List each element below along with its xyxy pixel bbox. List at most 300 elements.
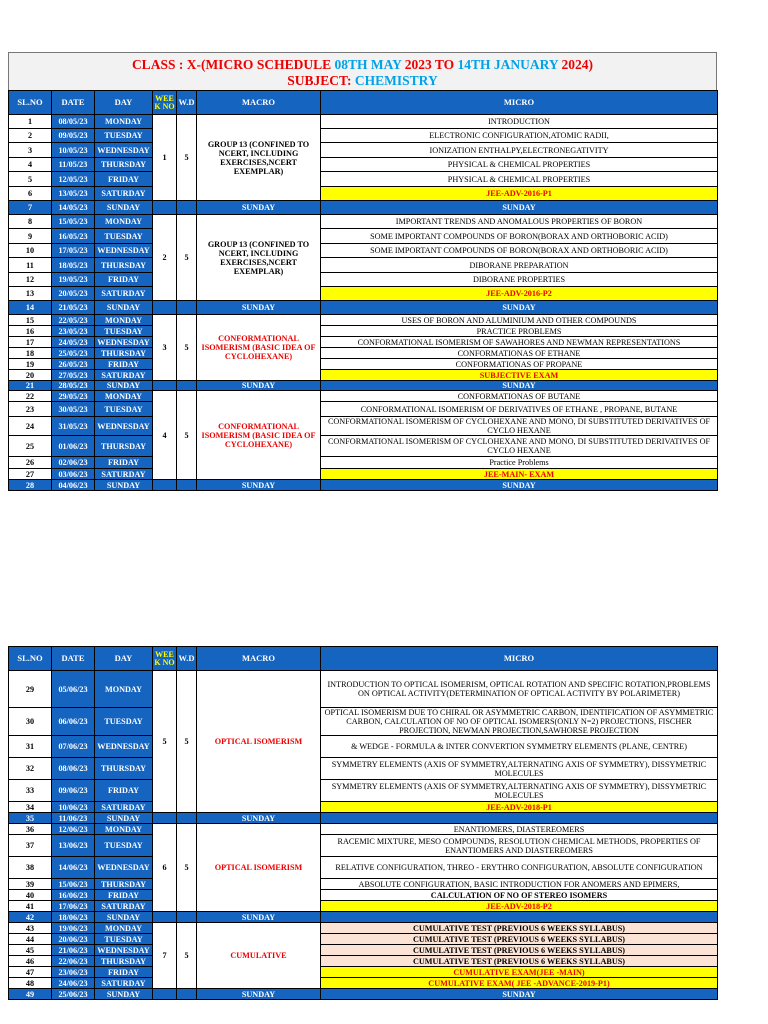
date-cell: 11/06/23 xyxy=(52,813,95,824)
working-days-cell: 5 xyxy=(177,115,197,201)
header-day: DAY xyxy=(95,647,153,671)
day-cell: THURSDAY xyxy=(95,348,153,359)
header-row xyxy=(9,647,718,671)
wd-cell xyxy=(177,301,197,315)
micro-topic-cell: CUMULATIVE TEST (PREVIOUS 6 WEEKS SYLLABUS) xyxy=(321,934,718,945)
date-cell: 05/06/23 xyxy=(52,671,95,708)
sunday-row xyxy=(9,480,718,491)
wd-cell xyxy=(177,480,197,491)
micro-topic-cell: IMPORTANT TRENDS AND ANOMALOUS PROPERTIES OF BORON xyxy=(321,215,718,229)
sl-no-cell: 18 xyxy=(9,348,52,359)
day-cell: FRIDAY xyxy=(95,780,153,802)
micro-topic-cell: JEE-ADV-2018-P2 xyxy=(321,901,718,912)
header-week: WEE K NO xyxy=(153,91,177,115)
schedule-sheet-1 xyxy=(8,52,717,491)
sl-no-cell: 7 xyxy=(9,201,52,215)
date-cell: 20/06/23 xyxy=(52,934,95,945)
date-cell: 04/06/23 xyxy=(52,480,95,491)
micro-topic-cell: ELECTRONIC CONFIGURATION,ATOMIC RADII, xyxy=(321,129,718,143)
day-cell: TUESDAY xyxy=(95,326,153,337)
sl-no-cell: 47 xyxy=(9,967,52,978)
week-cell xyxy=(153,480,177,491)
date-cell: 09/05/23 xyxy=(52,129,95,143)
day-cell: SUNDAY xyxy=(95,912,153,923)
date-cell: 18/05/23 xyxy=(52,258,95,273)
sl-no-cell: 15 xyxy=(9,315,52,326)
micro-topic-cell: DIBORANE PREPARATION xyxy=(321,258,718,273)
sl-no-cell: 42 xyxy=(9,912,52,923)
day-cell: FRIDAY xyxy=(95,359,153,370)
table-row xyxy=(9,258,718,273)
table-row xyxy=(9,956,718,967)
table-row xyxy=(9,172,718,187)
header-macro: MACRO xyxy=(197,647,321,671)
day-cell: SATURDAY xyxy=(95,978,153,989)
macro-cell: SUNDAY xyxy=(197,912,321,923)
date-cell: 03/06/23 xyxy=(52,469,95,480)
day-cell: MONDAY xyxy=(95,315,153,326)
day-cell: TUESDAY xyxy=(95,129,153,143)
week-cell xyxy=(153,301,177,315)
micro-topic-cell: CONFORMATIONAL ISOMERISM OF DERIVATIVES OF ETHANE , PROPANE, BUTANE xyxy=(321,402,718,417)
sl-no-cell: 10 xyxy=(9,244,52,258)
day-cell: TUESDAY xyxy=(95,708,153,736)
day-cell: SATURDAY xyxy=(95,370,153,381)
header-week: WEE K NO xyxy=(153,647,177,671)
micro-topic-cell: ENANTIOMERS, DIASTEREOMERS xyxy=(321,824,718,835)
working-days-cell: 5 xyxy=(177,923,197,989)
header-date: DATE xyxy=(52,647,95,671)
micro-topic-cell: RELATIVE CONFIGURATION, THREO - ERYTHRO CONFIGURATION, ABSOLUTE CONFIGURATION xyxy=(321,857,718,879)
sl-no-cell: 29 xyxy=(9,671,52,708)
table-row xyxy=(9,857,718,879)
table-row xyxy=(9,273,718,287)
day-cell: MONDAY xyxy=(95,115,153,129)
sl-no-cell: 43 xyxy=(9,923,52,934)
micro-topic-cell: INTRODUCTION xyxy=(321,115,718,129)
micro-topic-cell: CONFORMATIONAS OF BUTANE xyxy=(321,391,718,402)
date-cell: 10/06/23 xyxy=(52,802,95,813)
micro-topic-cell: ABSOLUTE CONFIGURATION, BASIC INTRODUCTION FOR ANOMERS AND EPIMERS, xyxy=(321,879,718,890)
header-macro: MACRO xyxy=(197,91,321,115)
macro-cell: SUNDAY xyxy=(197,381,321,391)
sl-no-cell: 4 xyxy=(9,158,52,172)
header-micro: MICRO xyxy=(321,91,718,115)
date-cell: 21/06/23 xyxy=(52,945,95,956)
micro-topic-cell: CUMULATIVE TEST (PREVIOUS 6 WEEKS SYLLABUS) xyxy=(321,956,718,967)
table-row xyxy=(9,158,718,172)
micro-topic-cell: PHYSICAL & CHEMICAL PROPERTIES xyxy=(321,172,718,187)
week-number-cell: 6 xyxy=(153,824,177,912)
day-cell: TUESDAY xyxy=(95,229,153,244)
date-cell: 23/06/23 xyxy=(52,967,95,978)
table-row xyxy=(9,337,718,348)
day-cell: MONDAY xyxy=(95,671,153,708)
sl-no-cell: 1 xyxy=(9,115,52,129)
sl-no-cell: 39 xyxy=(9,879,52,890)
table-row xyxy=(9,736,718,758)
sl-no-cell: 3 xyxy=(9,143,52,158)
micro-topic-cell: JEE-ADV-2016-P2 xyxy=(321,287,718,301)
sl-no-cell: 21 xyxy=(9,381,52,391)
table-row xyxy=(9,890,718,901)
sl-no-cell: 5 xyxy=(9,172,52,187)
micro-topic-cell: Practice Problems xyxy=(321,457,718,469)
table-row xyxy=(9,417,718,436)
sl-no-cell: 28 xyxy=(9,480,52,491)
sl-no-cell: 9 xyxy=(9,229,52,244)
date-cell: 25/05/23 xyxy=(52,348,95,359)
header-sl: SL.NO xyxy=(9,91,52,115)
schedule-table-1 xyxy=(8,90,718,491)
header-sl: SL.NO xyxy=(9,647,52,671)
micro-topic-cell: INTRODUCTION TO OPTICAL ISOMERISM, OPTICAL ROTATION AND SPECIFIC ROTATION,PROBLEMS ON OPTICAL ACTIVITY(DETERMINATION OF OPTICAL ACTIVITY BY POLARIMETER) xyxy=(321,671,718,708)
date-cell: 19/05/23 xyxy=(52,273,95,287)
date-cell: 15/06/23 xyxy=(52,879,95,890)
table-row xyxy=(9,802,718,813)
date-cell: 11/05/23 xyxy=(52,158,95,172)
micro-topic-cell: CONFORMATIONAL ISOMERISM OF CYCLOHEXANE AND MONO, DI SUBSTITUTED DERIVATIVES OF CYCLO HEXANE xyxy=(321,436,718,457)
micro-topic-cell: CONFORMATIONAL ISOMERISM OF SAWAHORES AND NEWMAN REPRESENTATIONS xyxy=(321,337,718,348)
table-row xyxy=(9,370,718,381)
day-cell: THURSDAY xyxy=(95,879,153,890)
wd-cell xyxy=(177,201,197,215)
date-cell: 16/06/23 xyxy=(52,890,95,901)
micro-cell: SUNDAY xyxy=(321,480,718,491)
micro-cell: SUNDAY xyxy=(321,301,718,315)
table-row xyxy=(9,115,718,129)
day-cell: MONDAY xyxy=(95,923,153,934)
date-cell: 06/06/23 xyxy=(52,708,95,736)
micro-topic-cell: USES OF BORON AND ALUMINIUM AND OTHER COMPOUNDS xyxy=(321,315,718,326)
table-row xyxy=(9,901,718,912)
date-cell: 24/06/23 xyxy=(52,978,95,989)
date-cell: 22/05/23 xyxy=(52,315,95,326)
day-cell: THURSDAY xyxy=(95,758,153,780)
micro-topic-cell: & WEDGE - FORMULA & INTER CONVERTION SYMMETRY ELEMENTS (PLANE, CENTRE) xyxy=(321,736,718,758)
micro-topic-cell: JEE-ADV-2016-P1 xyxy=(321,187,718,201)
day-cell: WEDNESDAY xyxy=(95,417,153,436)
sl-no-cell: 8 xyxy=(9,215,52,229)
date-cell: 20/05/23 xyxy=(52,287,95,301)
date-cell: 15/05/23 xyxy=(52,215,95,229)
macro-cell: SUNDAY xyxy=(197,989,321,1000)
sunday-row xyxy=(9,813,718,824)
table-row xyxy=(9,402,718,417)
sl-no-cell: 41 xyxy=(9,901,52,912)
table-row xyxy=(9,923,718,934)
day-cell: TUESDAY xyxy=(95,402,153,417)
week-cell xyxy=(153,813,177,824)
day-cell: SUNDAY xyxy=(95,201,153,215)
date-cell: 09/06/23 xyxy=(52,780,95,802)
micro-topic-cell: IONIZATION ENTHALPY,ELECTRONEGATIVITY xyxy=(321,143,718,158)
table-row xyxy=(9,708,718,736)
date-cell: 08/06/23 xyxy=(52,758,95,780)
sl-no-cell: 40 xyxy=(9,890,52,901)
table-row xyxy=(9,780,718,802)
sl-no-cell: 17 xyxy=(9,337,52,348)
sunday-row xyxy=(9,201,718,215)
week-number-cell: 4 xyxy=(153,391,177,480)
micro-topic-cell: SUBJECTIVE EXAM xyxy=(321,370,718,381)
macro-topic-cell: GROUP 13 (CONFINED TO NCERT, INCLUDING EXERCISES,NCERT EXEMPLAR) xyxy=(197,115,321,201)
day-cell: THURSDAY xyxy=(95,158,153,172)
date-cell: 13/05/23 xyxy=(52,187,95,201)
micro-cell: SUNDAY xyxy=(321,201,718,215)
date-cell: 08/05/23 xyxy=(52,115,95,129)
table-row xyxy=(9,967,718,978)
sl-no-cell: 12 xyxy=(9,273,52,287)
table-row xyxy=(9,215,718,229)
macro-topic-cell: OPTICAL ISOMERISM xyxy=(197,824,321,912)
table-row xyxy=(9,287,718,301)
day-cell: SATURDAY xyxy=(95,469,153,480)
sl-no-cell: 23 xyxy=(9,402,52,417)
date-cell: 12/06/23 xyxy=(52,824,95,835)
table-row xyxy=(9,469,718,480)
date-cell: 14/05/23 xyxy=(52,201,95,215)
day-cell: FRIDAY xyxy=(95,967,153,978)
date-cell: 13/06/23 xyxy=(52,835,95,857)
macro-cell: SUNDAY xyxy=(197,301,321,315)
working-days-cell: 5 xyxy=(177,315,197,381)
sl-no-cell: 33 xyxy=(9,780,52,802)
macro-topic-cell: CUMULATIVE xyxy=(197,923,321,989)
date-cell: 30/05/23 xyxy=(52,402,95,417)
table-row xyxy=(9,391,718,402)
day-cell: SATURDAY xyxy=(95,187,153,201)
day-cell: SUNDAY xyxy=(95,381,153,391)
micro-cell xyxy=(321,813,718,824)
sl-no-cell: 19 xyxy=(9,359,52,370)
micro-topic-cell: JEE-MAIN- EXAM xyxy=(321,469,718,480)
table-row xyxy=(9,143,718,158)
sunday-row xyxy=(9,989,718,1000)
day-cell: WEDNESDAY xyxy=(95,945,153,956)
table-row xyxy=(9,187,718,201)
date-cell: 17/05/23 xyxy=(52,244,95,258)
wd-cell xyxy=(177,381,197,391)
day-cell: WEDNESDAY xyxy=(95,857,153,879)
date-cell: 17/06/23 xyxy=(52,901,95,912)
day-cell: MONDAY xyxy=(95,391,153,402)
sl-no-cell: 13 xyxy=(9,287,52,301)
date-cell: 01/06/23 xyxy=(52,436,95,457)
table-row xyxy=(9,671,718,708)
day-cell: FRIDAY xyxy=(95,457,153,469)
sl-no-cell: 37 xyxy=(9,835,52,857)
week-cell xyxy=(153,912,177,923)
micro-topic-cell: SYMMETRY ELEMENTS (AXIS OF SYMMETRY,ALTERNATING AXIS OF SYMMETRY), DISSYMETRIC MOLECULES xyxy=(321,780,718,802)
week-cell xyxy=(153,989,177,1000)
date-cell: 10/05/23 xyxy=(52,143,95,158)
sl-no-cell: 31 xyxy=(9,736,52,758)
sl-no-cell: 32 xyxy=(9,758,52,780)
micro-topic-cell: CONFORMATIONAS OF ETHANE xyxy=(321,348,718,359)
day-cell: SUNDAY xyxy=(95,301,153,315)
table-row xyxy=(9,326,718,337)
date-cell: 29/05/23 xyxy=(52,391,95,402)
table-row xyxy=(9,348,718,359)
day-cell: FRIDAY xyxy=(95,172,153,187)
day-cell: SATURDAY xyxy=(95,901,153,912)
date-cell: 07/06/23 xyxy=(52,736,95,758)
micro-topic-cell: CONFORMATIONAS OF PROPANE xyxy=(321,359,718,370)
title-line-1: CLASS : X-(MICRO SCHEDULE 08TH MAY 2023 TO 14TH JANUARY 2024) xyxy=(131,57,594,72)
micro-topic-cell: JEE-ADV-2018-P1 xyxy=(321,802,718,813)
date-cell: 24/05/23 xyxy=(52,337,95,348)
day-cell: WEDNESDAY xyxy=(95,736,153,758)
date-cell: 28/05/23 xyxy=(52,381,95,391)
date-cell: 16/05/23 xyxy=(52,229,95,244)
date-cell: 27/05/23 xyxy=(52,370,95,381)
micro-topic-cell: CUMULATIVE TEST (PREVIOUS 6 WEEKS SYLLABUS) xyxy=(321,923,718,934)
day-cell: THURSDAY xyxy=(95,956,153,967)
header-row xyxy=(9,91,718,115)
micro-topic-cell: CALCULATION OF NO OF STEREO ISOMERS xyxy=(321,890,718,901)
macro-cell: SUNDAY xyxy=(197,201,321,215)
date-cell: 22/06/23 xyxy=(52,956,95,967)
macro-cell: SUNDAY xyxy=(197,480,321,491)
date-cell: 12/05/23 xyxy=(52,172,95,187)
schedule-title xyxy=(8,52,717,90)
sl-no-cell: 20 xyxy=(9,370,52,381)
working-days-cell: 5 xyxy=(177,671,197,813)
sl-no-cell: 36 xyxy=(9,824,52,835)
table-row xyxy=(9,945,718,956)
micro-topic-cell: CUMULATIVE EXAM(JEE -MAIN) xyxy=(321,967,718,978)
day-cell: SATURDAY xyxy=(95,287,153,301)
micro-topic-cell: RACEMIC MIXTURE, MESO COMPOUNDS, RESOLUTION CHEMICAL METHODS, PROPERTIES OF ENANTIOMERS AND DIASTEREOMERS xyxy=(321,835,718,857)
sl-no-cell: 38 xyxy=(9,857,52,879)
date-cell: 18/06/23 xyxy=(52,912,95,923)
table-row xyxy=(9,934,718,945)
table-row xyxy=(9,824,718,835)
date-cell: 02/06/23 xyxy=(52,457,95,469)
date-cell: 25/06/23 xyxy=(52,989,95,1000)
schedule-table-2 xyxy=(8,646,718,1000)
day-cell: FRIDAY xyxy=(95,890,153,901)
sl-no-cell: 44 xyxy=(9,934,52,945)
sl-no-cell: 27 xyxy=(9,469,52,480)
date-cell: 14/06/23 xyxy=(52,857,95,879)
wd-cell xyxy=(177,989,197,1000)
day-cell: THURSDAY xyxy=(95,258,153,273)
week-number-cell: 7 xyxy=(153,923,177,989)
date-cell: 31/05/23 xyxy=(52,417,95,436)
week-number-cell: 2 xyxy=(153,215,177,301)
day-cell: WEDNESDAY xyxy=(95,143,153,158)
table-row xyxy=(9,315,718,326)
header-date: DATE xyxy=(52,91,95,115)
day-cell: TUESDAY xyxy=(95,835,153,857)
date-cell: 21/05/23 xyxy=(52,301,95,315)
sl-no-cell: 14 xyxy=(9,301,52,315)
sl-no-cell: 30 xyxy=(9,708,52,736)
macro-topic-cell: GROUP 13 (CONFINED TO NCERT, INCLUDING EXERCISES,NCERT EXEMPLAR) xyxy=(197,215,321,301)
day-cell: WEDNESDAY xyxy=(95,337,153,348)
header-micro: MICRO xyxy=(321,647,718,671)
week-cell xyxy=(153,381,177,391)
sl-no-cell: 34 xyxy=(9,802,52,813)
table-row xyxy=(9,129,718,143)
sunday-row xyxy=(9,912,718,923)
sl-no-cell: 11 xyxy=(9,258,52,273)
table-row xyxy=(9,436,718,457)
micro-cell xyxy=(321,912,718,923)
micro-topic-cell: DIBORANE PROPERTIES xyxy=(321,273,718,287)
table-row xyxy=(9,359,718,370)
micro-topic-cell: SOME IMPORTANT COMPOUNDS OF BORON(BORAX AND ORTHOBORIC ACID) xyxy=(321,244,718,258)
table-row xyxy=(9,879,718,890)
micro-topic-cell: SOME IMPORTANT COMPOUNDS OF BORON(BORAX AND ORTHOBORIC ACID) xyxy=(321,229,718,244)
day-cell: FRIDAY xyxy=(95,273,153,287)
sl-no-cell: 48 xyxy=(9,978,52,989)
date-cell: 23/05/23 xyxy=(52,326,95,337)
macro-topic-cell: CONFORMATIONAL ISOMERISM (BASIC IDEA OF CYCLOHEXANE) xyxy=(197,391,321,480)
sl-no-cell: 35 xyxy=(9,813,52,824)
week-number-cell: 5 xyxy=(153,671,177,813)
schedule-sheet-2 xyxy=(8,646,717,1000)
micro-topic-cell: CONFORMATIONAL ISOMERISM OF CYCLOHEXANE AND MONO, DI SUBSTITUTED DERIVATIVES OF CYCLO HEXANE xyxy=(321,417,718,436)
sunday-row xyxy=(9,381,718,391)
table-row xyxy=(9,758,718,780)
day-cell: WEDNESDAY xyxy=(95,244,153,258)
sl-no-cell: 25 xyxy=(9,436,52,457)
table-row xyxy=(9,457,718,469)
sl-no-cell: 24 xyxy=(9,417,52,436)
sl-no-cell: 46 xyxy=(9,956,52,967)
micro-topic-cell: SYMMETRY ELEMENTS (AXIS OF SYMMETRY,ALTERNATING AXIS OF SYMMETRY), DISSYMETRIC MOLECULES xyxy=(321,758,718,780)
micro-topic-cell: CUMULATIVE TEST (PREVIOUS 6 WEEKS SYLLABUS) xyxy=(321,945,718,956)
table-row xyxy=(9,244,718,258)
table-row xyxy=(9,978,718,989)
macro-topic-cell: CONFORMATIONAL ISOMERISM (BASIC IDEA OF CYCLOHEXANE) xyxy=(197,315,321,381)
sl-no-cell: 16 xyxy=(9,326,52,337)
table-row xyxy=(9,835,718,857)
header-day: DAY xyxy=(95,91,153,115)
header-wd: W.D xyxy=(177,647,197,671)
sunday-row xyxy=(9,301,718,315)
day-cell: SATURDAY xyxy=(95,802,153,813)
micro-topic-cell: PRACTICE PROBLEMS xyxy=(321,326,718,337)
day-cell: SUNDAY xyxy=(95,813,153,824)
table-row xyxy=(9,229,718,244)
working-days-cell: 5 xyxy=(177,391,197,480)
day-cell: SUNDAY xyxy=(95,480,153,491)
date-cell: 19/06/23 xyxy=(52,923,95,934)
working-days-cell: 5 xyxy=(177,824,197,912)
day-cell: SUNDAY xyxy=(95,989,153,1000)
wd-cell xyxy=(177,912,197,923)
micro-topic-cell: CUMULATIVE EXAM( JEE -ADVANCE-2019-P1) xyxy=(321,978,718,989)
micro-topic-cell: PHYSICAL & CHEMICAL PROPERTIES xyxy=(321,158,718,172)
micro-cell: SUNDAY xyxy=(321,989,718,1000)
sl-no-cell: 26 xyxy=(9,457,52,469)
week-number-cell: 3 xyxy=(153,315,177,381)
micro-cell: SUNDAY xyxy=(321,381,718,391)
day-cell: THURSDAY xyxy=(95,436,153,457)
sl-no-cell: 45 xyxy=(9,945,52,956)
macro-cell: SUNDAY xyxy=(197,813,321,824)
header-wd: W.D xyxy=(177,91,197,115)
week-cell xyxy=(153,201,177,215)
week-number-cell: 1 xyxy=(153,115,177,201)
title-line-2: SUBJECT: CHEMISTRY xyxy=(287,73,438,88)
macro-topic-cell: OPTICAL ISOMERISM xyxy=(197,671,321,813)
sl-no-cell: 22 xyxy=(9,391,52,402)
